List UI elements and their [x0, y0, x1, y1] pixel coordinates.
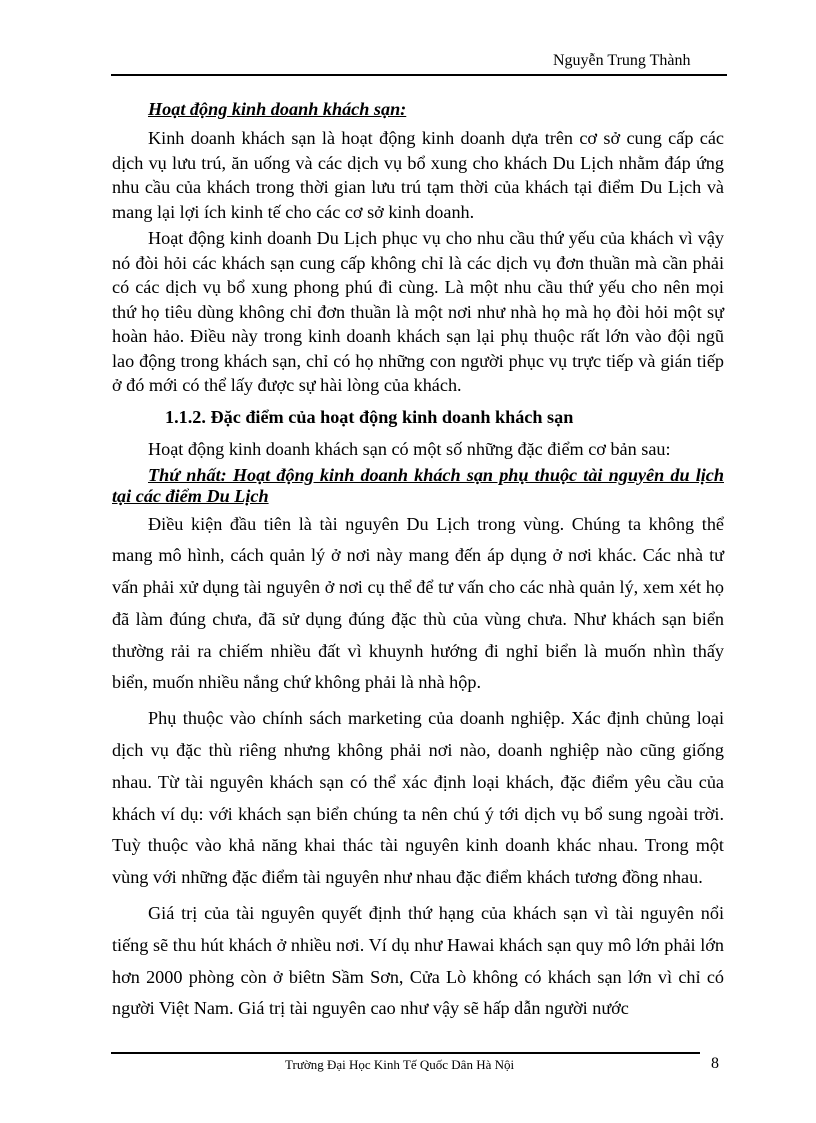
footer-rule: [111, 1052, 700, 1054]
page-number: 8: [711, 1055, 719, 1072]
footer-school: Trường Đại Học Kinh Tế Quốc Dân Hà Nội: [285, 1057, 515, 1072]
intro-paragraph: Hoạt động kinh doanh khách sạn có một số những đặc điểm cơ bản sau:: [148, 438, 671, 459]
paragraph-3: Điều kiện đầu tiên là tài nguyên Du Lịch trong vùng. Chúng ta không thể mang mô hình, cách quản lý ở nơi này mang đến áp dụng ở nơi khác. Các nhà tư vấn phải xử dụng tài nguyên ở nơi cụ thể để tư vấn cho các nhà quản lý, xem xét họ đã làm đúng chưa, đã sử dụng đúng đặc thù của vùng chưa. Như khách sạn biển thường rải ra chiếm nhiều đất vì khuynh hướng đi nghỉ biển là muốn nhìn thấy biển, muốn nhiều nắng chứ không phải là nhà hộp.: [112, 513, 724, 693]
paragraph-5: Giá trị của tài nguyên quyết định thứ hạng của khách sạn vì tài nguyên nổi tiếng sẽ thu hút khách ở nhiều nơi. Ví dụ như Hawai khách sạn quy mô lớn phải lớn hơn 2000 phòng còn ở biêtn Sầm Sơn, Cửa Lò không có khách sạn lớn vì chỉ có người Việt Nam. Giá trị tài nguyên cao như vậy sẽ hấp dẫn người nước: [112, 903, 724, 1019]
paragraph-4: Phụ thuộc vào chính sách marketing của doanh nghiệp. Xác định chủng loại dịch vụ đặc thù riêng nhưng không phải nơi nào, doanh nghiệp nào cũng giống nhau. Từ tài nguyên khách sạn có thể xác định loại khách, đặc điểm yêu cầu của khách ví dụ: với khách sạn biển chúng ta nên chú ý tới dịch vụ bổ sung ngoài trời. Tuỳ thuộc vào khả năng khai thác tài nguyên kinh doanh khác nhau. Trong một vùng với những đặc điểm tài nguyên như nhau đặc điểm khách tương đồng nhau.: [112, 708, 724, 888]
first-point-heading: Thứ nhất: Hoạt động kinh doanh khách sạn phụ thuộc tài nguyên du lịch tại các điểm Du Lịch: [112, 464, 724, 506]
section-heading: Hoạt động kinh doanh khách sạn:: [148, 99, 407, 119]
subsection-heading: 1.1.2. Đặc điểm của hoạt động kinh doanh khách sạn: [165, 406, 574, 427]
paragraph-1: Kinh doanh khách sạn là hoạt động kinh doanh dựa trên cơ sở cung cấp các dịch vụ lưu trú, ăn uống và các dịch vụ bổ xung cho khách Du Lịch nhằm đáp ứng nhu cầu của khách trong thời gian lưu trú tạm thời của khách tại điểm Du Lịch và mang lại lợi ích kinh tế cho các cơ sở kinh doanh.: [112, 128, 724, 222]
page-body: [112, 96, 724, 1029]
header-rule: [111, 74, 727, 76]
paragraph-2: Hoạt động kinh doanh Du Lịch phục vụ cho nhu cầu thứ yếu của khách vì vậy nó đòi hỏi các khách sạn cung cấp không chỉ là các dịch vụ đơn thuần mà cần phải có các dịch vụ bổ xung phong phú đi cùng. Là một nhu cầu thứ yếu cho nên mọi thứ họ tiêu dùng không chỉ đơn thuần là một nơi như nhà họ mà họ đòi hỏi một sự hoàn hảo. Điều này trong kinh doanh khách sạn lại phụ thuộc rất lớn vào đội ngũ lao động trong khách sạn, chỉ có họ những con người phục vụ trực tiếp và gián tiếp ở đó mới có thể lấy được sự hài lòng của khách.: [112, 228, 724, 395]
header-author: Nguyễn Trung Thành: [553, 52, 691, 69]
